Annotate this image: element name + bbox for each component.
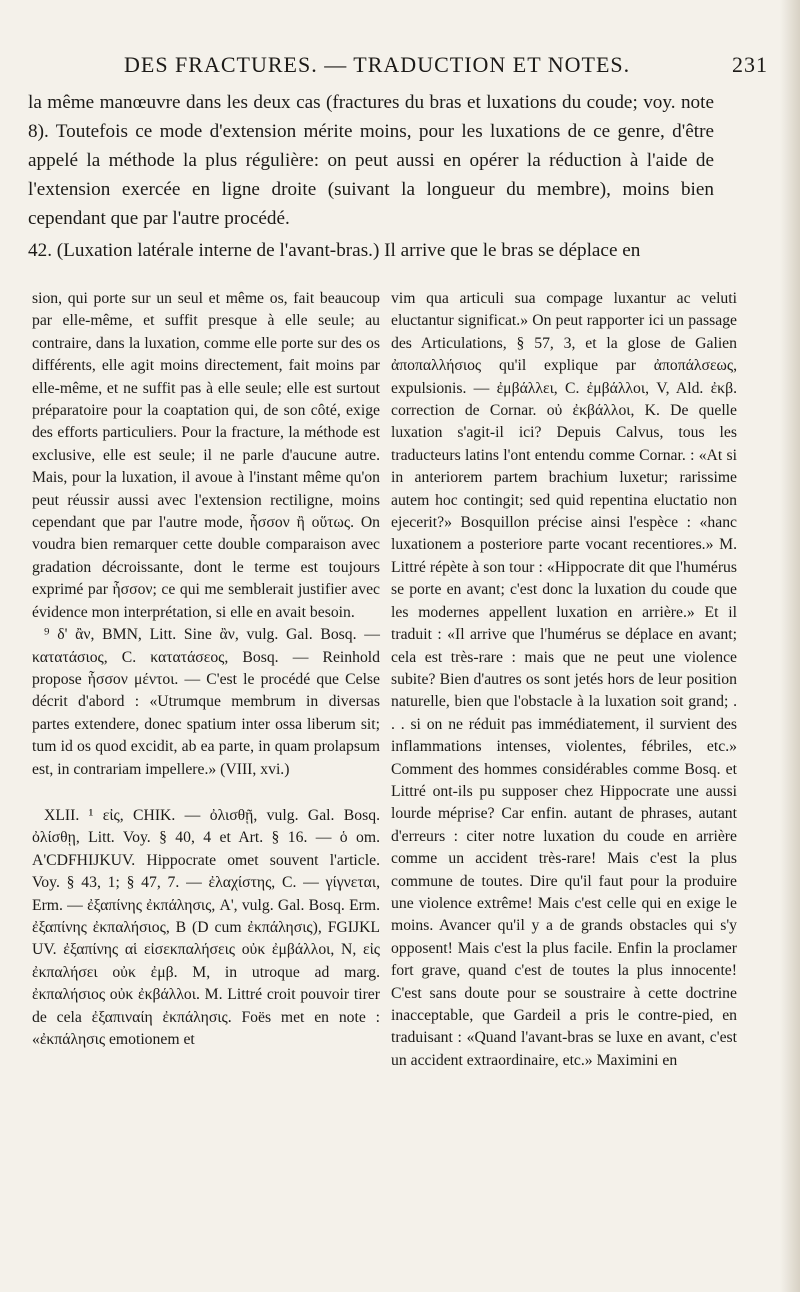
left-note-paragraph-3: XLII. ¹ εἰς, CHIK. — ὀλισθῇ, vulg. Gal. Bosq. ὀλίσθῃ, Litt. Voy. § 40, 4 et Art. § 16. — ὁ om. A'CDFHIJKUV. Hippocrate omet souvent l'article. Voy. § 43, 1; § 47, 7. — ἐλαχίστης, C. — γίγνεται, Erm. — ἐξαπίνης ἐκπάλησις, A', vulg. Gal. Bosq. Erm. ἐξαπίνης ἐκπαλήσιος, B (D cum ἐκπάλησις), FGIJKL UV. ἐξαπίνης αἱ εἰσεκπαλήσεις οὐκ ἐμβάλλοι, N, εἰς ἐκπαλήσει οὐκ ἐμβ. M, in utroque ad marg. ἐκπαλήσιος οὐκ ἐκβάλλοι. M. Littré croit pouvoir tirer de cela ἐξαπιναίη ἐκπάλησις. Foës met en note : «ἐκπάλησις emotionem et (32, 806, 380, 1048)
notes-left-column (32, 288, 380, 1051)
right-note-text: vim qua articuli sua compage luxantur ac veluti eluctantur significat.» On peut rapporter ici un passage des Articulations, § 57, 3, et la glose de Galien ἀποπαλλήσιος qu'il explique par ἀποπάλσεως, expulsionis. — ἐμβάλλει, C. ἐμβάλλοι, V, Ald. ἐκβ. correction de Cornar. οὐ ἐκβάλλοι, K. De quelle luxation s'agit-il ici? Depuis Calvus, tous les traducteurs latins l'ont entendu comme Cornar. : «At si in anteriorem partem brachium luxetur; rarissime autem hoc contingit; sed quid repentina eluctatio non ejecerit?» Bosquillon précise ainsi l'espèce : «hanc luxationem a posteriore parte vocant recentiores.» M. Littré répète à son tour : «Hippocrate dit que l'humérus se porte en avant; c'est donc la luxation du coude que les modernes appellent luxation en arrière.» Et il traduit : «Il arrive que l'humérus se déplace en avant; cela est très-rare : mais que ne peut une violence subite? Bien d'autres os sont jetés hors de leur position naturelle, bien que l'obstacle à la luxation soit grand; . . . si on ne réduit pas immédiatement, il survient des inflammations intenses, violentes, fébriles, etc.» Comment des hommes considérables comme Bosq. et Littré ont-ils pu supposer chez Hippocrate une aussi lourde méprise? Car enfin. autant de phrases, autant d'erreurs : citer notre luxation du coude en arrière comme un accident très-rare! Mais c'est la plus commune de toutes. Dire qu'il faut pour la produire une violence extrême! Mais c'est celle qui en exige le moins. Avancer qu'il y a de grands obstacles qui s'y opposent! Mais c'est la plus facile. Enfin la proclamer fort grave, quand c'est de toutes la plus innocente! C'est sans doute pour se soustraire à cette doctrine inacceptable, que Gardeil a pris le contre-pied, en traduisant : «Quand l'avant-bras se luxe en avant, c'est un accident extraordinaire, etc.» Maximini en (391, 290, 737, 1069)
left-note-paragraph-2: ⁹ δ' ἂν, BMN, Litt. Sine ἂν, vulg. Gal. Bosq. — κατατάσιος, C. κατατάσεος, Bosq. — Reinhold propose ἧσσον μέντοι. — C'est le procédé que Celse décrit d'abord : «Utrumque membrum in diversas partes extendere, donec spatium inter ossa liberum sit; tum id os quod excidit, ab ea parte, in quam prolapsum est, in contrariam impellere.» (VIII, xvi.) (32, 626, 380, 778)
section-42-text: 42. (Luxation latérale interne de l'avant-bras.) Il arrive que le bras se déplace en (28, 240, 641, 261)
intro-paragraph (28, 88, 714, 233)
page-edge-shadow (780, 0, 800, 1292)
note-gap (32, 781, 380, 805)
running-head-title: DES FRACTURES. — TRADUCTION ET NOTES. (124, 52, 631, 77)
page-number: 231 (732, 52, 768, 77)
notes-right-column (391, 288, 737, 1072)
running-head (28, 52, 768, 82)
intro-text: la même manœuvre dans les deux cas (fractures du bras et luxations du coude; voy. note 8). Toutefois ce mode d'extension mérite moins, pour les luxations de ce genre, d'être appelé la méthode la plus régulière: on peut aussi en opérer la réduction à l'aide de l'extension exercée en ligne droite (suivant la longueur du membre), moins bien cependant que par l'autre procédé. (28, 92, 714, 229)
section-42-opening (28, 237, 718, 265)
left-note-paragraph-1: sion, qui porte sur un seul et même os, fait beaucoup par elle-même, et suffit presque à elle seule; au contraire, dans la luxation, comme elle porte sur des os différents, elle agit moins directement, fait moins par elle-même, et ne suffit pas à elle seule; elle est surtout préparatoire pour la coaptation qui, de son côté, exige des efforts particuliers. Pour la fracture, la méthode est exclusive, elle est seule; il ne parle d'aucune autre. Mais, pour la luxation, il avoue à l'instant même qu'on peut réussir aussi avec l'extension rectiligne, moins cependant que par l'autre mode, ἧσσον ἢ οὕτως. On voudra bien remarquer cette double comparaison avec gradation décroissante, dont le terme est toujours exprimé par ἧσσον; ce qui me semblerait justifier avec évidence mon interprétation, si elle en avait besoin. (32, 290, 380, 621)
